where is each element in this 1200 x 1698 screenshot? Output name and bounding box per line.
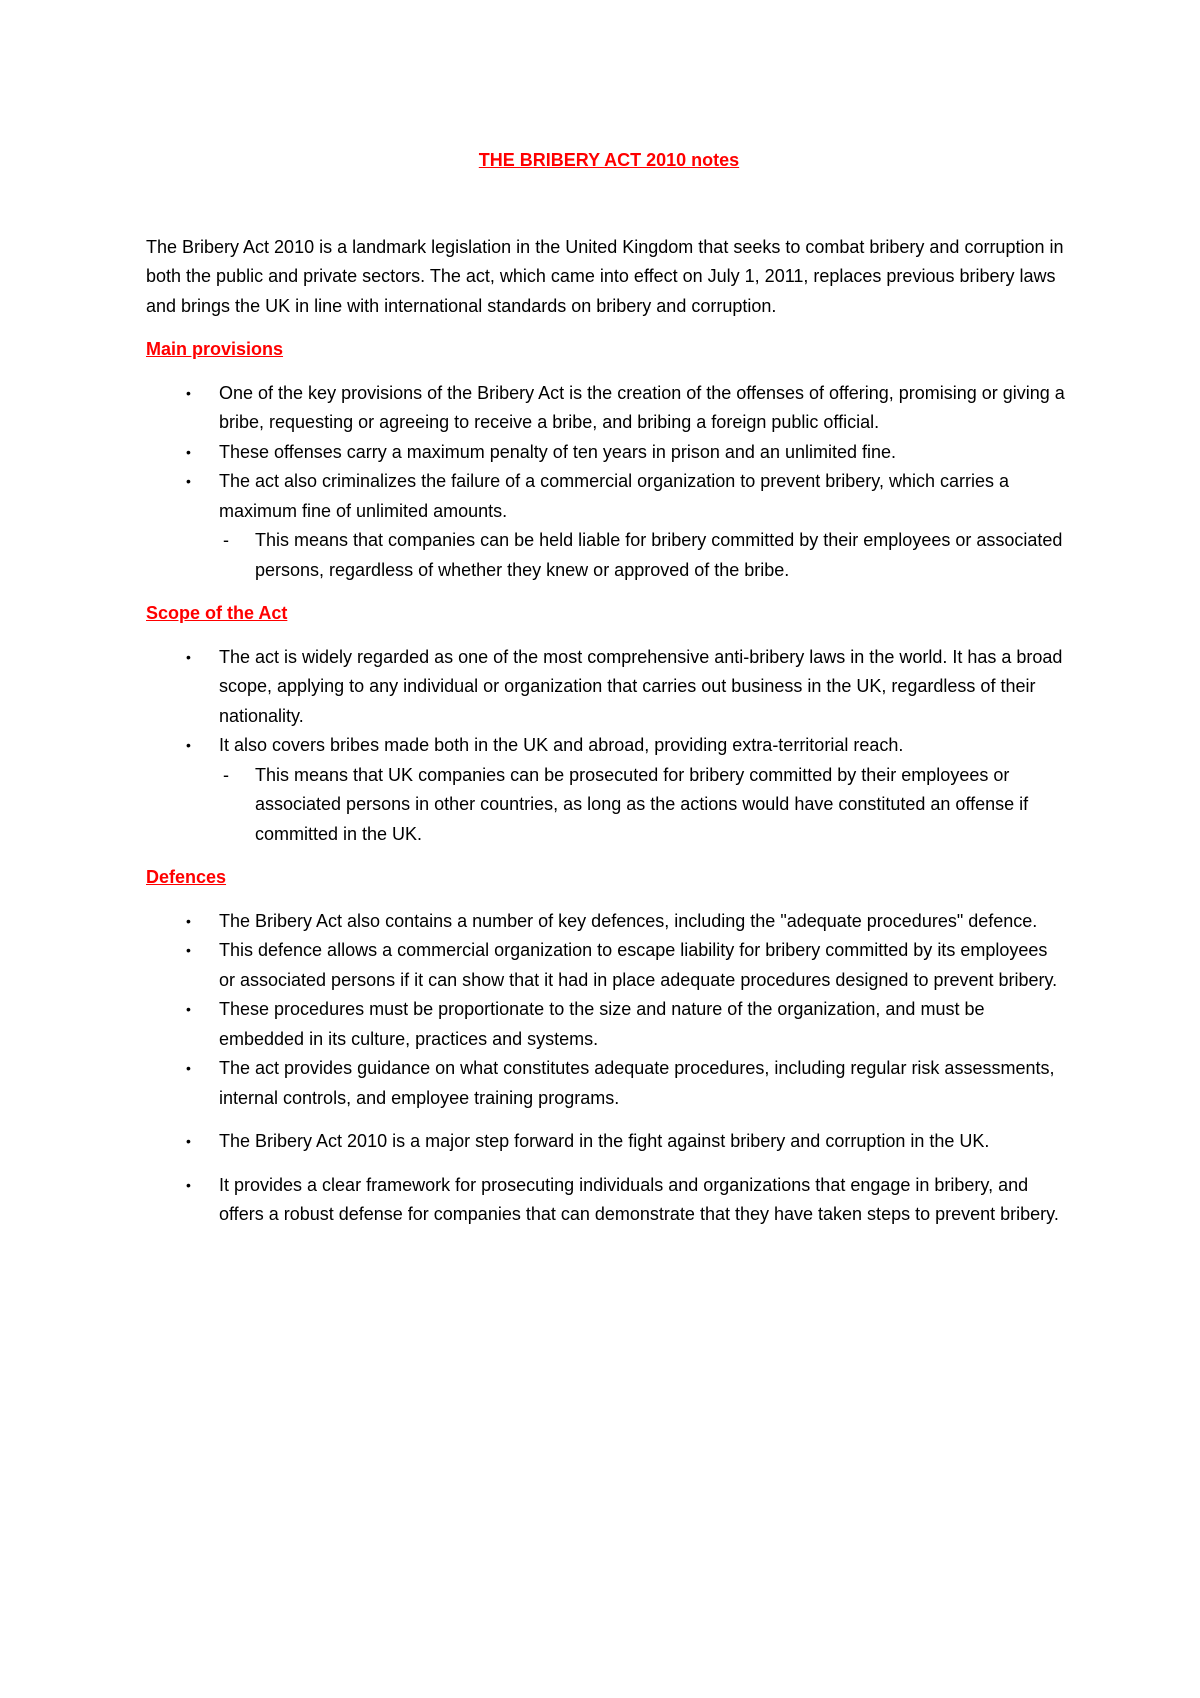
list-item bbox=[146, 907, 1066, 937]
section-heading-defences: Defences bbox=[146, 867, 227, 887]
sub-list bbox=[219, 761, 1066, 850]
main-provisions-list bbox=[146, 379, 1066, 586]
scope-list bbox=[146, 643, 1066, 850]
list-item-text: These procedures must be proportionate to the size and nature of the organization, and must be embedded in its culture, practices and systems. bbox=[219, 999, 985, 1049]
document-body bbox=[146, 146, 1066, 1230]
list-item bbox=[146, 467, 1066, 585]
list-item bbox=[146, 1127, 1066, 1157]
bullet-icon: • bbox=[186, 384, 191, 401]
list-item bbox=[146, 438, 1066, 468]
sub-list-item-text: This means that UK companies can be prosecuted for bribery committed by their employees or associated persons in other countries, as long as the actions would have constituted an offense if committed in the UK. bbox=[255, 764, 1029, 844]
bullet-icon: • bbox=[186, 1176, 191, 1193]
section-heading-scope: Scope of the Act bbox=[146, 603, 288, 623]
section-heading-main-provisions: Main provisions bbox=[146, 339, 284, 359]
bullet-icon: • bbox=[186, 648, 191, 665]
list-item bbox=[146, 379, 1066, 438]
list-item-text: The act provides guidance on what constitutes adequate procedures, including regular risk assessments, internal controls, and employee training programs. bbox=[219, 1058, 1055, 1108]
bullet-icon: • bbox=[186, 942, 191, 958]
list-item bbox=[146, 1054, 1066, 1113]
dash-icon: - bbox=[223, 530, 229, 550]
bullet-icon: • bbox=[186, 1001, 191, 1017]
list-item-text: The act is widely regarded as one of the most comprehensive anti-bribery laws in the world. It has a broad scope, applying to any individual or organization that carries out business in the UK, regardless of their nationality. bbox=[219, 646, 1063, 726]
bullet-icon: • bbox=[186, 473, 191, 489]
list-item bbox=[146, 1171, 1066, 1230]
bullet-icon: • bbox=[186, 912, 191, 929]
conclusion-list-1 bbox=[146, 1127, 1066, 1157]
sub-list-item-text: This means that companies can be held liable for bribery committed by their employees or associated persons, regardless of whether they knew or approved of the bribe. bbox=[255, 530, 1063, 580]
list-item-text: The Bribery Act also contains a number of key defences, including the "adequate procedures" defence. bbox=[219, 910, 1038, 931]
sub-list-item bbox=[146, 761, 1066, 850]
list-item-text: The Bribery Act 2010 is a major step forward in the fight against bribery and corruption in the UK. bbox=[219, 1131, 990, 1151]
list-item-text: The act also criminalizes the failure of a commercial organization to prevent bribery, which carries a maximum fine of unlimited amounts. bbox=[219, 471, 1010, 521]
list-item bbox=[146, 995, 1066, 1054]
list-item bbox=[146, 731, 1066, 849]
bullet-icon: • bbox=[186, 737, 191, 753]
dash-icon: - bbox=[223, 764, 229, 785]
list-item bbox=[146, 643, 1066, 732]
intro-paragraph: The Bribery Act 2010 is a landmark legislation in the United Kingdom that seeks to combat bribery and corruption in both the public and private sectors. The act, which came into effect on July 1, 2011, replaces previous bribery laws and brings the UK in line with international standards on bribery and corruption. bbox=[146, 236, 1064, 316]
list-item-text: These offenses carry a maximum penalty of ten years in prison and an unlimited fine. bbox=[219, 441, 897, 462]
document-title: THE BRIBERY ACT 2010 notes bbox=[478, 150, 740, 170]
sub-list bbox=[219, 526, 1066, 585]
list-item-text: It provides a clear framework for prosecuting individuals and organizations that engage in bribery, and offers a robust defense for companies that can demonstrate that they have taken steps to prevent bribery. bbox=[219, 1174, 1059, 1224]
list-item bbox=[146, 936, 1066, 995]
bullet-icon: • bbox=[186, 443, 191, 460]
list-item-text: This defence allows a commercial organization to escape liability for bribery committed by its employees or associated persons if it can show that it had in place adequate procedures designed to prevent bribery. bbox=[219, 940, 1058, 990]
sub-list-item bbox=[146, 526, 1066, 585]
bullet-icon: • bbox=[186, 1133, 191, 1149]
list-item-text: It also covers bribes made both in the UK and abroad, providing extra-territorial reach. bbox=[219, 735, 904, 755]
list-item-text: One of the key provisions of the Bribery Act is the creation of the offenses of offering, promising or giving a bribe, requesting or agreeing to receive a bribe, and bribing a foreign public official. bbox=[219, 382, 1065, 432]
conclusion-list-2 bbox=[146, 1171, 1066, 1230]
bullet-icon: • bbox=[186, 1060, 191, 1076]
defences-list bbox=[146, 907, 1066, 1114]
